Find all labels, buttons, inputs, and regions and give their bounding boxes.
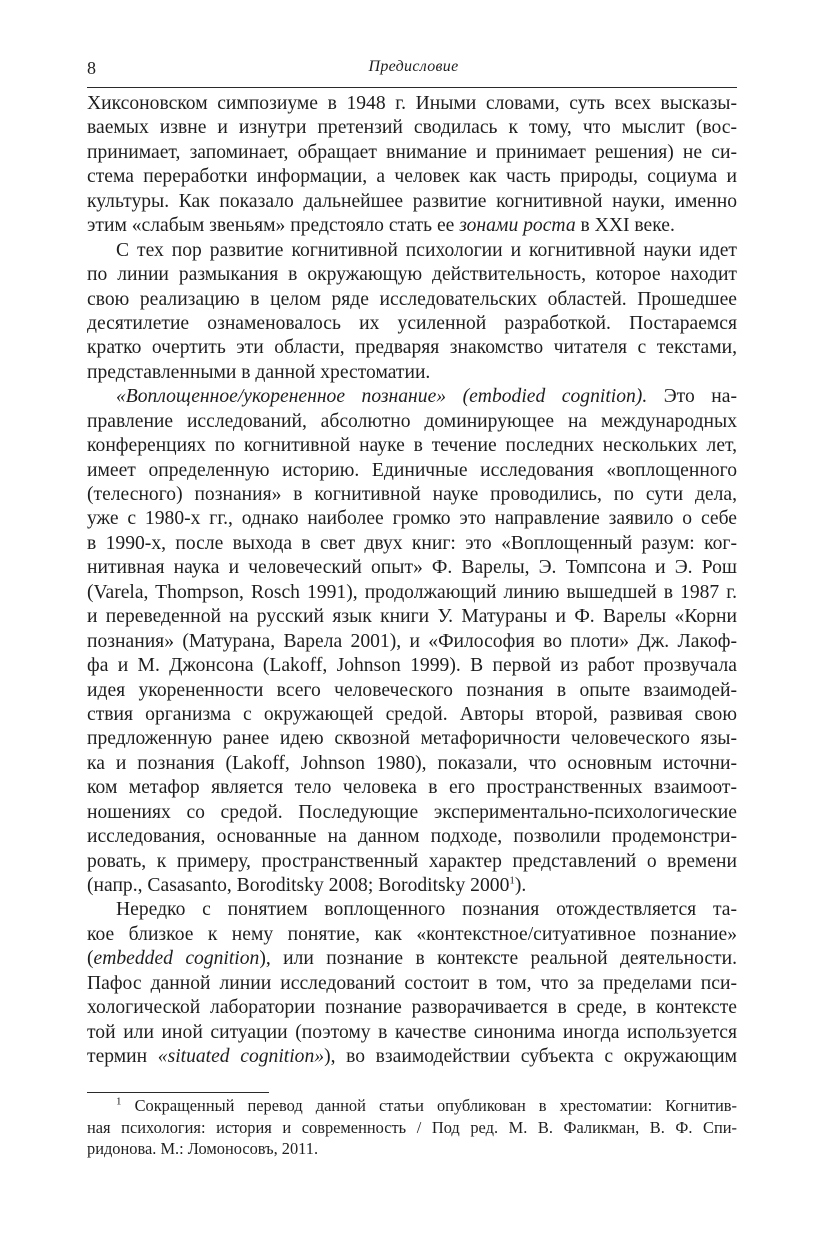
text-line: ровать, к примеру, пространственный характер представлений о времени — [87, 850, 737, 872]
text-line: представленными в данной хрестоматии. — [87, 361, 431, 383]
text-segment: ). — [514, 875, 527, 896]
text-line: десятилетие ознаменовалось их усиленной разработкой. Постараемся — [87, 312, 737, 334]
header-rule — [87, 87, 737, 88]
text-segment: термин — [87, 1046, 158, 1068]
body-text — [87, 92, 737, 1070]
text-line: уже с 1980-х гг., однако наиболее громко это направление заявило о себе — [87, 508, 737, 530]
text-line: свою реализацию в целом ряде исследовательских областей. Прошедшее — [87, 288, 737, 310]
text-line — [87, 1045, 737, 1069]
page-number: 8 — [87, 58, 96, 78]
text-line: той или иной ситуации (поэтому в качестве синонима иногда используется — [87, 1021, 737, 1043]
italic-text: «Воплощенное/укорененное познание» (embodied cognition). — [116, 386, 648, 408]
text-line: имеет определенную историю. Единичные исследования «воплощенного — [87, 459, 737, 481]
text-line: нитивная наука и человеческий опыт» Ф. Варелы, Э. Томпсона и Э. Рош — [87, 557, 737, 579]
footnote-marker[interactable]: 1 — [116, 1095, 122, 1108]
text-line: принимает, запоминает, обращает внимание и принимает решения) не си- — [87, 141, 737, 163]
text-line — [87, 874, 737, 898]
text-line: ком метафор является тело человека в его пространственных взаимоот- — [87, 777, 737, 799]
text-line: ваемых извне и изнутри претензий сводилась к тому, что мыслит (вос- — [87, 117, 737, 139]
text-line: идея укорененности всего человеческого познания в опыте взаимодей- — [87, 679, 737, 701]
text-line — [87, 385, 737, 409]
text-line: стема переработки информации, а человек как часть природы, социума и — [87, 166, 737, 188]
text-line: правление исследований, абсолютно доминирующее на международных — [87, 410, 737, 432]
footnote-line: ная психология: история и современность / Под ред. М. В. Фаликман, В. Ф. Спи- — [87, 1117, 737, 1137]
text-line: в 1990-х, после выхода в свет двух книг: это «Воплощенный разум: ког- — [87, 532, 737, 554]
footnotes — [87, 1095, 737, 1160]
text-line: кое близкое к нему понятие, как «контекстное/ситуативное познание» — [87, 923, 737, 945]
text-line: Хиксоновском симпозиуме в 1948 г. Иными словами, суть всех высказы- — [87, 93, 737, 114]
text-segment: Это на- — [647, 386, 737, 408]
italic-text: embedded cognition — [93, 948, 260, 970]
text-line: исследования, основанные на данном подходе, позволили продемонстри- — [87, 826, 737, 848]
text-line: культуры. Как показало дальнейшее развитие когнитивной науки, именно — [87, 190, 737, 212]
text-line: С тех пор развитие когнитивной психологии и когнитивной науки идет — [116, 239, 737, 261]
text-line: (Varela, Thompson, Rosch 1991), продолжающий линию вышедшей в 1987 г. — [87, 581, 737, 603]
text-line: ствия организма с окружающей средой. Авторы второй, развивая свою — [87, 703, 737, 725]
text-line: ношениях со средой. Последующие экспериментально-психологические — [87, 801, 737, 823]
text-segment: ( — [87, 948, 94, 970]
text-line: Пафос данной линии исследований состоит в том, что за пределами пси- — [87, 972, 737, 994]
text-line: ка и познания (Lakoff, Johnson 1980), показали, что основным источни- — [87, 752, 737, 774]
text-segment: (напр., Casasanto, Boroditsky 2008; Boroditsky 2000 — [87, 875, 510, 896]
text-segment: этим «слабым звеньям» предстояло стать ее — [87, 215, 460, 237]
running-title: Предисловие — [368, 58, 459, 75]
text-segment: Сокращенный перевод данной статьи опубликован в хрестоматии: Когнитив- — [121, 1096, 737, 1115]
text-line: предложенную ранее идею сквозной метафоричности человеческого язы- — [87, 728, 737, 750]
text-line: Нередко с понятием воплощенного познания отождествляется та- — [116, 899, 737, 921]
text-segment: ), или познание в контексте реальной деятельности. — [259, 948, 738, 970]
text-line — [87, 214, 737, 238]
footnote-rule — [87, 1092, 269, 1093]
text-line: фа и М. Джонсона (Lakoff, Johnson 1999). В первой из работ прозвучала — [87, 655, 737, 677]
text-line: (телесного) познания» в когнитивной науке проводились, по сути дела, — [87, 484, 737, 505]
text-line: познания» (Матурана, Варела 2001), и «Философия во плоти» Дж. Лакоф- — [87, 630, 737, 652]
text-line: и переведенной на русский язык книги У. Матураны и Ф. Варелы «Корни — [87, 606, 737, 628]
text-segment: в XXI веке. — [575, 215, 675, 237]
text-line: по линии размыкания в окружающую действительность, которое находит — [87, 264, 737, 286]
footnote-line — [87, 1095, 737, 1117]
italic-text: зонами роста — [459, 215, 576, 237]
footnote-marker[interactable]: 1 — [509, 874, 515, 887]
text-line: конференциях по когнитивной науке в течение последних нескольких лет, — [87, 435, 737, 457]
footnote-line: ридонова. М.: Ломоносовъ, 2011. — [87, 1139, 319, 1158]
text-line — [87, 947, 737, 971]
text-line: кратко очертить эти области, предваряя знакомство читателя с текстами, — [87, 337, 737, 359]
text-segment: ), во взаимодействии субъекта с окружающим — [324, 1046, 737, 1068]
text-line: хологической лаборатории познание разворачивается в среде, в контексте — [87, 997, 737, 1019]
italic-text: «situated cognition» — [157, 1046, 325, 1068]
